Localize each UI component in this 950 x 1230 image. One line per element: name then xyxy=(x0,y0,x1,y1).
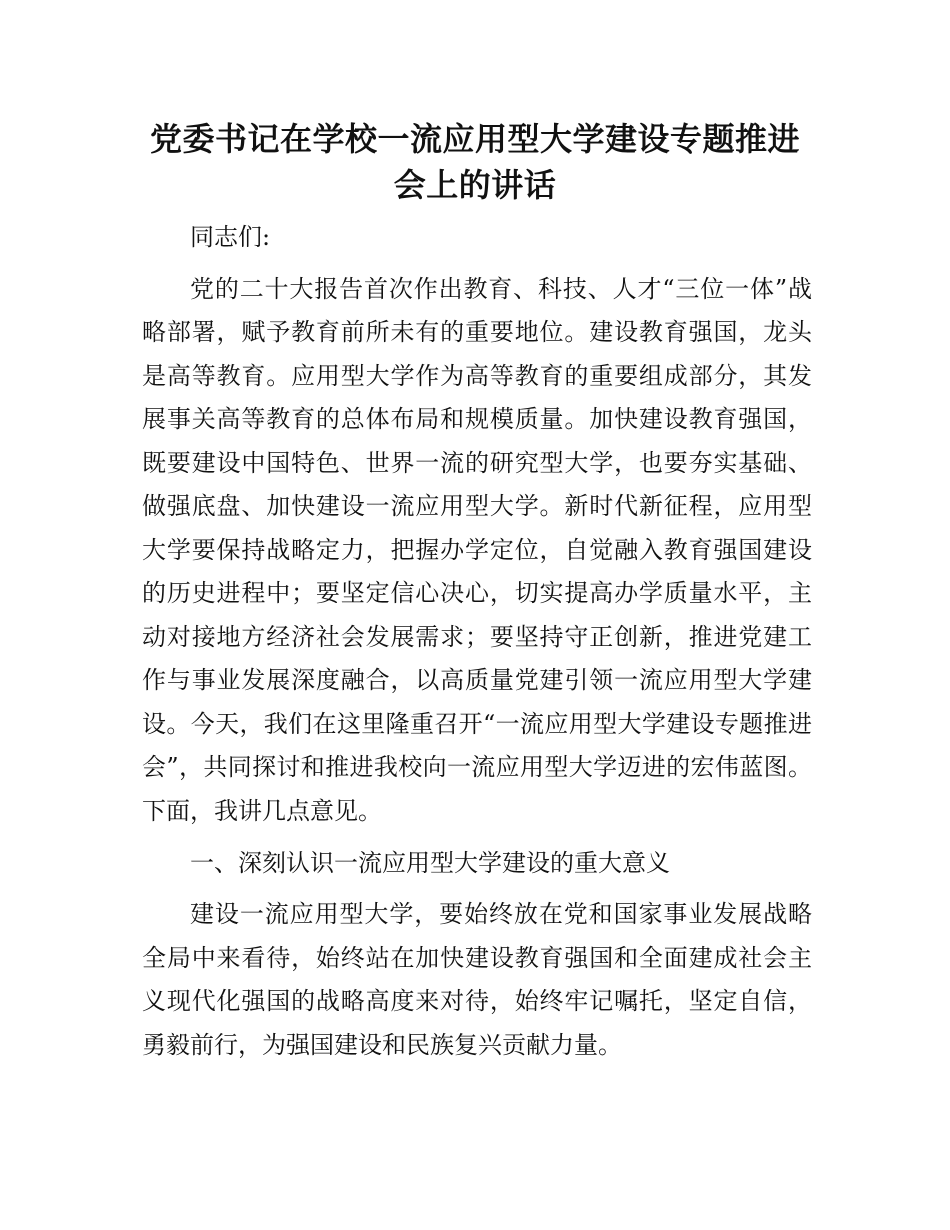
intro-paragraph: 党的二十大报告首次作出教育、科技、人才“三位一体”战略部署，赋予教育前所未有的重要地位。建设教育强国，龙头是高等教育。应用型大学作为高等教育的重要组成部分，其发展事关高等教育的总体布局和规模质量。加快建设教育强国，既要建设中国特色、世界一流的研究型大学，也要夯实基础、做强底盘、加快建设一流应用型大学。新时代新征程，应用型大学要保持战略定力，把握办学定位，自觉融入教育强国建设的历史进程中；要坚定信心决心，切实提高办学质量水平，主动对接地方经济社会发展需求；要坚持守正创新，推进党建工作与事业发展深度融合，以高质量党建引领一流应用型大学建设。今天，我们在这里隆重召开“一流应用型大学建设专题推进会”，共同探讨和推进我校向一流应用型大学迈进的宏伟蓝图。下面，我讲几点意见。 xyxy=(142,274,812,825)
salutation: 同志们: xyxy=(190,223,271,251)
title-line-2: 会上的讲话 xyxy=(393,166,557,204)
title-line-1: 党委书记在学校一流应用型大学建设专题推进 xyxy=(149,120,800,158)
section-1-paragraph: 建设一流应用型大学，要始终放在党和国家事业发展战略全局中来看待，始终站在加快建设教育强国和全面建成社会主义现代化强国的战略高度来对待，始终牢记嘱托，坚定自信，勇毅前行，为强国建设和民族复兴贡献力量。 xyxy=(142,900,812,1059)
document-body xyxy=(142,216,812,1076)
document-title xyxy=(140,116,810,208)
section-heading-1: 一、深刻认识一流应用型大学建设的重大意义 xyxy=(190,848,670,877)
